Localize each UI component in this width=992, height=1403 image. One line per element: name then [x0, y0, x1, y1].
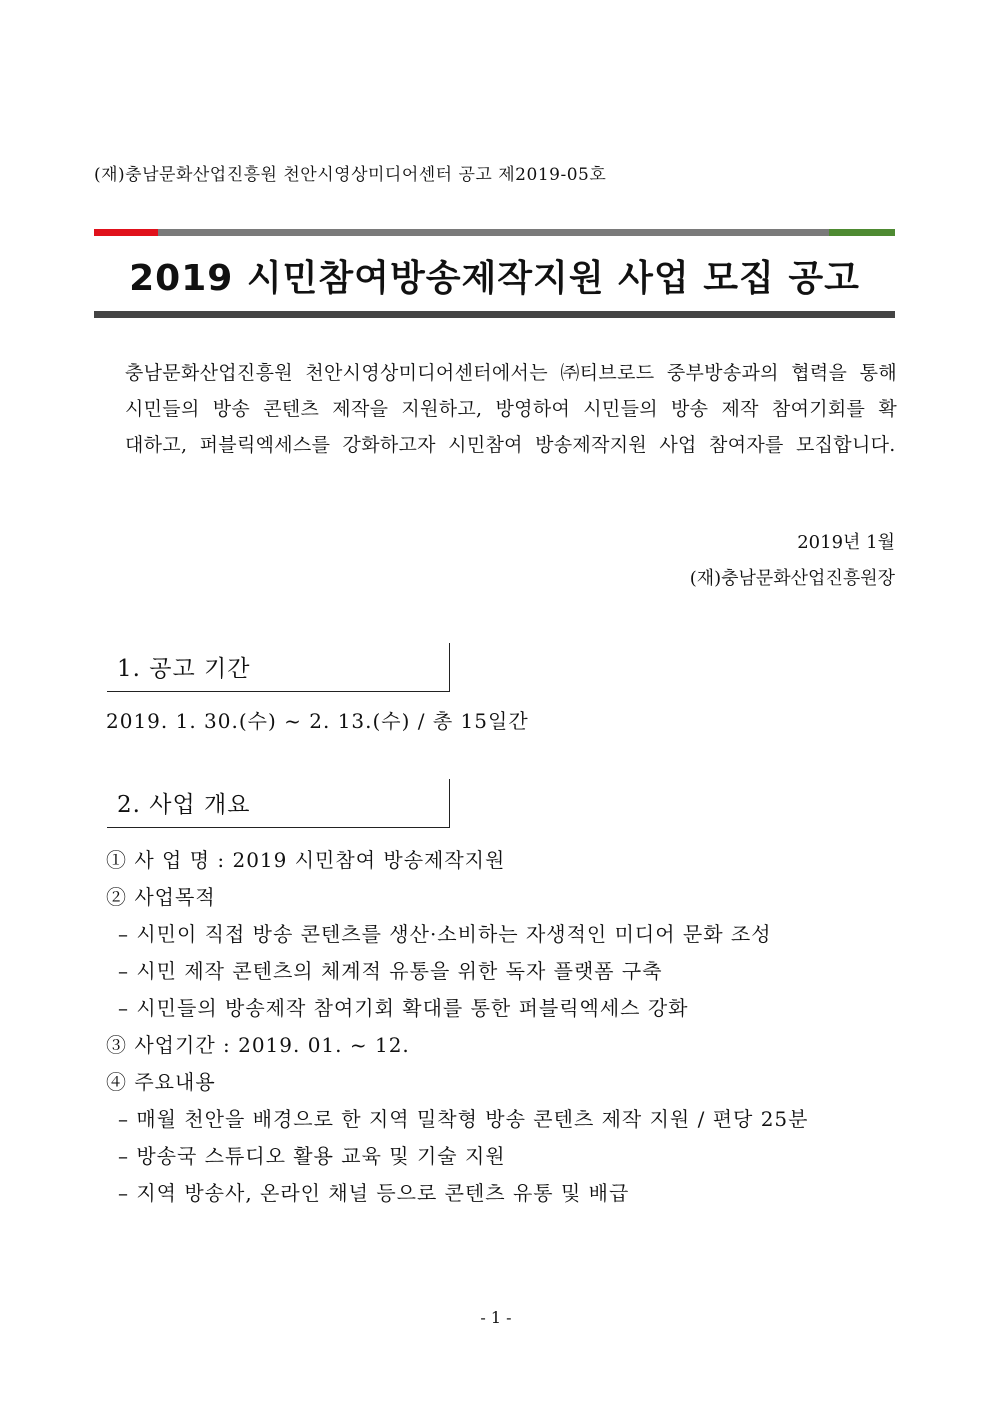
page-number: - 1 -	[480, 1308, 512, 1327]
list-item: – 지역 방송사, 온라인 채널 등으로 콘텐츠 유통 및 배급	[118, 1181, 630, 1205]
announcement-period: 2019. 1. 30.(수) ~ 2. 13.(수) / 총 15일간	[106, 709, 529, 733]
list-item: – 매월 천안을 배경으로 한 지역 밀착형 방송 콘텐츠 제작 지원 / 편당 25분	[118, 1107, 809, 1131]
title-bar-gray-segment	[158, 229, 829, 236]
list-item: ① 사 업 명 : 2019 시민참여 방송제작지원	[106, 848, 506, 872]
page-title: 2019 시민참여방송제작지원 사업 모집 공고	[129, 258, 860, 299]
notice-number: (재)충남문화산업진흥원 천안시영상미디어센터 공고 제2019-05호	[94, 165, 607, 185]
section-heading-box	[107, 643, 450, 692]
title-bar-green-segment	[829, 229, 895, 236]
list-item: ③ 사업기간 : 2019. 01. ~ 12.	[106, 1033, 410, 1057]
title-bar-red-segment	[94, 229, 158, 236]
list-item: – 방송국 스튜디오 활용 교육 및 기술 지원	[118, 1144, 506, 1168]
list-item: – 시민이 직접 방송 콘텐츠를 생산·소비하는 자생적인 미디어 문화 조성	[118, 922, 772, 946]
intro-paragraph: 충남문화산업진흥원 천안시영상미디어센터에서는 ㈜티브로드 중부방송과의 협력을 통해 시민들의 방송 콘텐츠 제작을 지원하고, 방영하여 시민들의 방송 제작 참여기회를 확대하고, 퍼블릭엑세스를 강화하고자 시민참여 방송제작지원 사업 참여자를 모집합니다.	[125, 362, 897, 456]
section-heading: 2. 사업 개요	[117, 792, 251, 818]
list-item: – 시민들의 방송제작 참여기회 확대를 통한 퍼블릭엑세스 강화	[118, 996, 689, 1020]
business-overview-list	[106, 842, 808, 1212]
title-top-bar	[94, 229, 895, 236]
section-heading-box	[107, 779, 450, 828]
list-item: ④ 주요내용	[106, 1070, 216, 1094]
issuer-name: (재)충남문화산업진흥원장	[689, 568, 895, 589]
section-heading: 1. 공고 기간	[117, 656, 251, 682]
list-item: – 시민 제작 콘텐츠의 체계적 유통을 위한 독자 플랫폼 구축	[118, 959, 663, 983]
list-item: ② 사업목적	[106, 885, 216, 909]
title-bottom-bar	[94, 311, 895, 318]
announcement-date: 2019년 1월	[797, 532, 895, 553]
